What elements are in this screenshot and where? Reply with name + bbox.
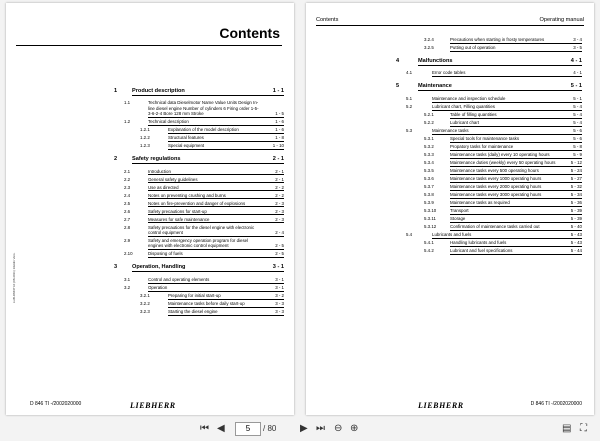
toc-divider <box>168 149 284 150</box>
liebherr-logo: LIEBHERR <box>130 401 176 410</box>
toc-page-number: 5 - 24 <box>570 167 582 173</box>
toc-number: 3.2 <box>124 284 131 290</box>
toc-entry[interactable] <box>306 70 594 75</box>
toc-divider <box>418 90 582 91</box>
toc-page-number: 5 - 40 <box>570 223 582 229</box>
toc-divider <box>450 198 582 199</box>
toc-entry[interactable] <box>6 185 294 190</box>
toc-page-number: 4 - 1 <box>573 70 582 76</box>
toc-divider <box>148 198 284 199</box>
toc-number: 5.4 <box>406 231 413 237</box>
toc-entry[interactable] <box>306 200 594 205</box>
toc-text: Maintenance <box>418 83 452 90</box>
toc-text: Operation <box>148 284 168 290</box>
toc-page-number: 2 - 4 <box>275 229 284 235</box>
toc-page-number: 5 - 6 <box>573 135 582 141</box>
toc-number: 5 <box>396 83 400 90</box>
toc-entry[interactable] <box>306 176 594 181</box>
toc-page-number: 3 - 1 <box>275 284 284 290</box>
toc-number: 2.9 <box>124 238 131 243</box>
toc-divider <box>450 214 582 215</box>
toc-entry[interactable] <box>306 144 594 149</box>
toc-text: Putting out of operation <box>450 45 496 50</box>
toc-text: Storage <box>450 215 466 221</box>
toc-divider <box>148 222 284 223</box>
toc-page-number: 2 - 2 <box>275 192 284 198</box>
pdf-toolbar <box>0 417 600 441</box>
toc-entry[interactable] <box>306 224 594 229</box>
header-rule <box>316 25 584 26</box>
toc-text: Malfunctions <box>418 58 453 64</box>
toc-divider <box>450 230 582 231</box>
toc-page-number: 1 - 10 <box>272 143 284 149</box>
toc-text: Safety and emergency operation program for diesel engines with electronic control equipment <box>148 238 249 249</box>
toc-page-number: 5 - 8 <box>573 143 582 149</box>
toc-text: Maintenance tasks as required <box>450 199 510 205</box>
toc-text: Measures for safe maintenance <box>148 216 210 222</box>
toc-entry[interactable] <box>306 136 594 141</box>
toc-entry[interactable] <box>6 251 294 256</box>
toc-text: Maintenance tasks <box>432 127 469 133</box>
toc-text: Technical data Dieselmotor Name Value Units Design In-line diesel engine Number of cylinders 6 Firing order 1-5-3-6-2-4 Bore 128 mm Stroke <box>148 100 259 117</box>
toc-number: 5.3.8 <box>424 191 434 197</box>
toc-number: 5.3.9 <box>424 199 434 205</box>
toc-number: 2.7 <box>124 216 131 222</box>
zoom-in-icon[interactable]: ⊕ <box>350 423 359 434</box>
toc-number: 5.2.2 <box>424 119 434 125</box>
toc-page-number: 1 - 5 <box>275 111 284 117</box>
side-note: LHB-D846TI-0 (08.2011) 1/Eldin Vers. <box>12 252 16 303</box>
toc-entry[interactable] <box>6 309 294 314</box>
toc-number: 4 <box>396 58 400 64</box>
toc-number: 2 <box>114 156 118 163</box>
toc-divider <box>168 299 284 300</box>
toc-page-number: 2 - 1 <box>275 168 284 174</box>
toc-text: Error code tables <box>432 70 466 76</box>
toc-page-number: 5 - 39 <box>570 207 582 213</box>
fullscreen-icon[interactable]: ⛶ <box>580 423 587 434</box>
toc-divider <box>148 236 284 237</box>
toc-text: Special tools for maintenance tasks <box>450 135 520 141</box>
toc-divider <box>148 174 284 175</box>
toc-text: Control and operating elements <box>148 276 210 282</box>
prev-page-icon[interactable]: ◀ <box>217 423 225 434</box>
toc-entry[interactable] <box>306 240 594 245</box>
toc-number: 3 <box>114 264 118 271</box>
toc-text: Operation, Handling <box>132 264 186 271</box>
left-page <box>6 3 294 415</box>
footer-doc-number: D 846 TI -/2002020000 <box>530 401 582 407</box>
toc-text: Propatory tasks for maintenance <box>450 143 514 149</box>
toc-entry[interactable] <box>306 37 594 42</box>
toc-page-number: 3 - 5 <box>573 45 582 50</box>
toc-page-number: 3 - 1 <box>275 276 284 282</box>
toc-entry[interactable] <box>6 209 294 214</box>
toc-number: 5.3 <box>406 127 413 133</box>
toc-page-number: 5 - 39 <box>570 215 582 221</box>
toc-entry[interactable] <box>6 238 294 249</box>
toc-entry[interactable] <box>6 265 294 270</box>
toc-number: 5.3.5 <box>424 167 434 173</box>
toc-divider <box>132 95 284 96</box>
toc-divider <box>450 158 582 159</box>
toc-text: Starting the diesel engine <box>168 308 218 314</box>
header-right: Operating manual <box>539 17 584 23</box>
toc-page-number: 2 - 3 <box>275 208 284 214</box>
toc-entry[interactable] <box>306 104 594 109</box>
toc-page-number: 5 - 9 <box>573 151 582 157</box>
toc-text: Table of filling quantities <box>450 111 497 117</box>
toc-entry[interactable] <box>6 201 294 206</box>
toc-number: 1.2.3 <box>140 143 150 149</box>
toc-divider <box>168 141 284 142</box>
toc-page-number: 3 - 1 <box>272 264 284 271</box>
toc-entry[interactable] <box>6 89 294 94</box>
toc-entry[interactable] <box>306 248 594 253</box>
toc-page-number: 5 - 36 <box>570 199 582 205</box>
toc-text: Safety precautions for the diesel engine with electronic control equipment <box>148 224 255 235</box>
toc-text: General safety guidelines <box>148 176 198 182</box>
toc-page-number: 4 - 1 <box>570 58 582 64</box>
toc-entry[interactable] <box>6 293 294 298</box>
toc-entry[interactable] <box>6 177 294 182</box>
toc-page-number: 5 - 4 <box>573 103 582 109</box>
toc-divider <box>168 307 284 308</box>
toc-text: Safety precautions for start-up <box>148 208 207 214</box>
toc-text: Confirmation of maintenance tasks carried out <box>450 223 540 229</box>
toc-number: 5.3.11 <box>424 215 436 221</box>
toc-entry[interactable] <box>306 208 594 213</box>
toc-entry[interactable] <box>306 184 594 189</box>
toc-number: 5.3.10 <box>424 207 437 213</box>
page-number-input[interactable]: 5 <box>235 422 261 436</box>
toc-divider <box>432 76 582 77</box>
toc-divider <box>450 206 582 207</box>
toc-divider <box>148 257 284 258</box>
toc-page-number: 2 - 3 <box>275 200 284 206</box>
contents-title: Contents <box>219 25 280 41</box>
toc-page-number: 5 - 34 <box>570 191 582 197</box>
toc-entry[interactable] <box>6 119 294 124</box>
toc-divider <box>450 222 582 223</box>
toc-text: Structural features <box>168 135 204 141</box>
toc-text: Disposing of fuels <box>148 251 183 257</box>
toc-divider <box>450 182 582 183</box>
toc-divider <box>148 117 284 118</box>
toc-number: 3.2.3 <box>140 308 150 314</box>
toc-page-number: 3 - 4 <box>573 37 582 42</box>
toc-divider <box>450 254 582 255</box>
toc-number: 5.3.7 <box>424 183 434 189</box>
toc-number: 5.3.1 <box>424 135 434 141</box>
header-left: Contents <box>316 17 339 23</box>
toc-page-number: 5 - 32 <box>570 183 582 189</box>
toc-text: Notes on preventing crushing and burns <box>148 192 226 198</box>
title-rule <box>16 45 282 46</box>
toc-number: 4.1 <box>406 70 413 76</box>
toc-page-number: 2 - 5 <box>275 243 284 249</box>
toc-text: Use as directed <box>148 184 179 190</box>
page-total: / 80 <box>263 424 277 433</box>
toc-number: 5.4.1 <box>424 239 434 245</box>
toc-divider <box>450 150 582 151</box>
toc-divider <box>132 163 284 164</box>
toc-page-number: 5 - 1 <box>573 95 582 101</box>
toc-text: Precautions when starting in frosty temperatures <box>450 37 545 42</box>
toc-text: Notes on fire-prevention and danger of explosions <box>148 200 246 206</box>
toc-text: Maintenance tasks every 2000 operating hours <box>450 183 542 189</box>
toc-text: Lubricant and fuel specifications <box>450 247 513 253</box>
toc-number: 3.2.1 <box>140 292 150 298</box>
last-page-icon[interactable]: ⏭ <box>316 423 325 434</box>
toc-text: Product description <box>132 88 185 94</box>
toc-divider <box>148 283 284 284</box>
toc-page-number: 5 - 4 <box>573 119 582 125</box>
toc-page-number: 5 - 6 <box>573 127 582 133</box>
toc-number: 2.4 <box>124 192 131 198</box>
toc-text: Lubricant chart <box>450 119 480 125</box>
toc-text: Maintenance tasks every 1000 operating hours <box>450 175 542 181</box>
toc-text: Safety regulations <box>132 156 181 163</box>
toc-entry[interactable] <box>6 301 294 306</box>
toc-number: 5.3.4 <box>424 159 434 165</box>
toc-number: 2.2 <box>124 176 131 182</box>
toc-divider <box>450 142 582 143</box>
toc-number: 3.2.4 <box>424 37 434 42</box>
toc-divider <box>450 246 582 247</box>
toc-divider <box>148 206 284 207</box>
toc-text: Explanation of the model description <box>168 127 239 133</box>
toc-page-number: 2 - 1 <box>275 176 284 182</box>
toc-text: Maintenance duties (weekly) every 50 operating hours <box>450 159 556 165</box>
toc-text: Handling lubricants and fuels <box>450 239 507 245</box>
toc-text: Technical description <box>148 119 189 125</box>
toc-text: Maintenance tasks (daily) every 10 operating hours <box>450 151 550 157</box>
toc-divider <box>418 65 582 66</box>
toc-divider <box>168 315 284 316</box>
toc-divider <box>148 125 284 126</box>
toc-page-number: 3 - 3 <box>275 300 284 306</box>
toc-number: 5.2 <box>406 103 413 109</box>
toc-text: Maintenance and inspection schedule <box>432 95 506 101</box>
footer-doc-number: D 846 TI -/2002020000 <box>30 401 82 407</box>
toc-divider <box>450 51 582 52</box>
toc-divider <box>148 190 284 191</box>
toc-text: Maintenance tasks before daily start-up <box>168 300 245 306</box>
toc-entry[interactable] <box>306 192 594 197</box>
toc-divider <box>132 271 284 272</box>
toc-text: Transport <box>450 207 469 213</box>
toc-divider <box>148 249 284 250</box>
toc-divider <box>432 110 582 111</box>
toc-number: 5.3.12 <box>424 223 437 229</box>
toc-number: 5.2.1 <box>424 111 434 117</box>
toc-divider <box>148 291 284 292</box>
toc-page-number: 5 - 43 <box>570 231 582 237</box>
toc-number: 1.2 <box>124 119 131 125</box>
right-page <box>306 3 594 415</box>
toc-entry[interactable] <box>306 128 594 133</box>
toc-divider <box>450 166 582 167</box>
toc-text: Lubricants and fuels <box>432 231 472 237</box>
toc-page-number: 1 - 1 <box>272 88 284 94</box>
toc-number: 2.1 <box>124 168 131 174</box>
toc-number: 5.1 <box>406 95 413 101</box>
toc-entry[interactable] <box>6 100 294 116</box>
next-page-icon[interactable]: ▶ <box>300 423 308 434</box>
toc-entry[interactable] <box>306 160 594 165</box>
first-page-icon[interactable]: ⏮ <box>200 423 209 434</box>
liebherr-logo: LIEBHERR <box>418 401 464 410</box>
toc-page-number: 5 - 4 <box>573 111 582 117</box>
toc-page-number: 1 - 8 <box>275 135 284 141</box>
zoom-out-icon[interactable]: ⊖ <box>334 423 343 434</box>
toc-entry[interactable] <box>6 169 294 174</box>
toc-page-number: 1 - 6 <box>275 127 284 133</box>
toc-entry[interactable] <box>6 277 294 282</box>
toc-entry[interactable] <box>6 143 294 148</box>
toc-entry[interactable] <box>6 225 294 236</box>
toc-divider <box>450 118 582 119</box>
toc-number: 2.10 <box>124 251 133 257</box>
toc-entry[interactable] <box>306 112 594 117</box>
toc-divider <box>168 133 284 134</box>
toc-entry[interactable] <box>6 217 294 222</box>
toc-divider <box>148 182 284 183</box>
toc-entry[interactable] <box>6 135 294 140</box>
toc-entry[interactable] <box>306 232 594 237</box>
toc-text: Maintenance tasks every 3000 operating hours <box>450 191 542 197</box>
toc-entry[interactable] <box>6 127 294 132</box>
toc-page-number: 5 - 1 <box>570 83 582 90</box>
toc-number: 2.3 <box>124 184 131 190</box>
toc-text: Preparing for initial start-up <box>168 292 221 298</box>
toc-number: 2.8 <box>124 224 131 230</box>
toc-page-number: 1 - 6 <box>275 119 284 125</box>
toc-page-number: 5 - 27 <box>570 175 582 181</box>
toc-number: 1.2.1 <box>140 127 150 133</box>
toc-entry[interactable] <box>6 157 294 162</box>
toc-page-number: 3 - 2 <box>275 292 284 298</box>
toc-number: 1 <box>114 88 118 94</box>
toc-entry[interactable] <box>6 285 294 290</box>
toc-text: Special equipment <box>168 143 205 149</box>
toc-text: Maintenance tasks every 500 operating hours <box>450 167 539 173</box>
toc-entry[interactable] <box>6 193 294 198</box>
toc-number: 3.2.5 <box>424 45 434 50</box>
toc-divider <box>450 174 582 175</box>
toc-page-number: 2 - 5 <box>275 251 284 257</box>
toc-number: 5.3.2 <box>424 143 434 149</box>
toc-divider <box>432 134 582 135</box>
toc-number: 1.2.2 <box>140 135 150 141</box>
toc-entry[interactable] <box>306 45 594 50</box>
toc-entry[interactable] <box>306 152 594 157</box>
toc-number: 5.3.6 <box>424 175 434 181</box>
toc-divider <box>450 126 582 127</box>
toc-entry[interactable] <box>306 84 594 89</box>
toc-number: 3.2.2 <box>140 300 150 306</box>
toc-entry[interactable] <box>306 216 594 221</box>
toc-number: 5.3.3 <box>424 151 434 157</box>
toc-number: 3.1 <box>124 276 131 282</box>
toc-number: 2.6 <box>124 208 131 214</box>
toc-divider <box>450 190 582 191</box>
toc-page-number: 2 - 2 <box>275 184 284 190</box>
toc-page-number: 5 - 44 <box>570 247 582 253</box>
toc-divider <box>432 238 582 239</box>
toc-entry[interactable] <box>306 120 594 125</box>
toc-page-number: 5 - 12 <box>570 159 582 165</box>
toc-page-number: 5 - 43 <box>570 239 582 245</box>
toc-page-number: 2 - 1 <box>272 156 284 163</box>
toc-entry[interactable] <box>306 96 594 101</box>
toc-entry[interactable] <box>306 59 594 64</box>
toc-divider <box>450 43 582 44</box>
toc-divider <box>148 214 284 215</box>
toc-page-number: 2 - 3 <box>275 216 284 222</box>
print-icon[interactable]: ▤ <box>562 423 572 434</box>
toc-text: Lubricant chart, Filling quantities <box>432 103 495 109</box>
toc-page-number: 3 - 3 <box>275 308 284 314</box>
toc-number: 1.1 <box>124 100 131 106</box>
toc-entry[interactable] <box>306 168 594 173</box>
toc-text: Introduction <box>148 168 171 174</box>
toc-divider <box>432 102 582 103</box>
toc-number: 5.4.2 <box>424 247 434 253</box>
toc-number: 2.5 <box>124 200 131 206</box>
